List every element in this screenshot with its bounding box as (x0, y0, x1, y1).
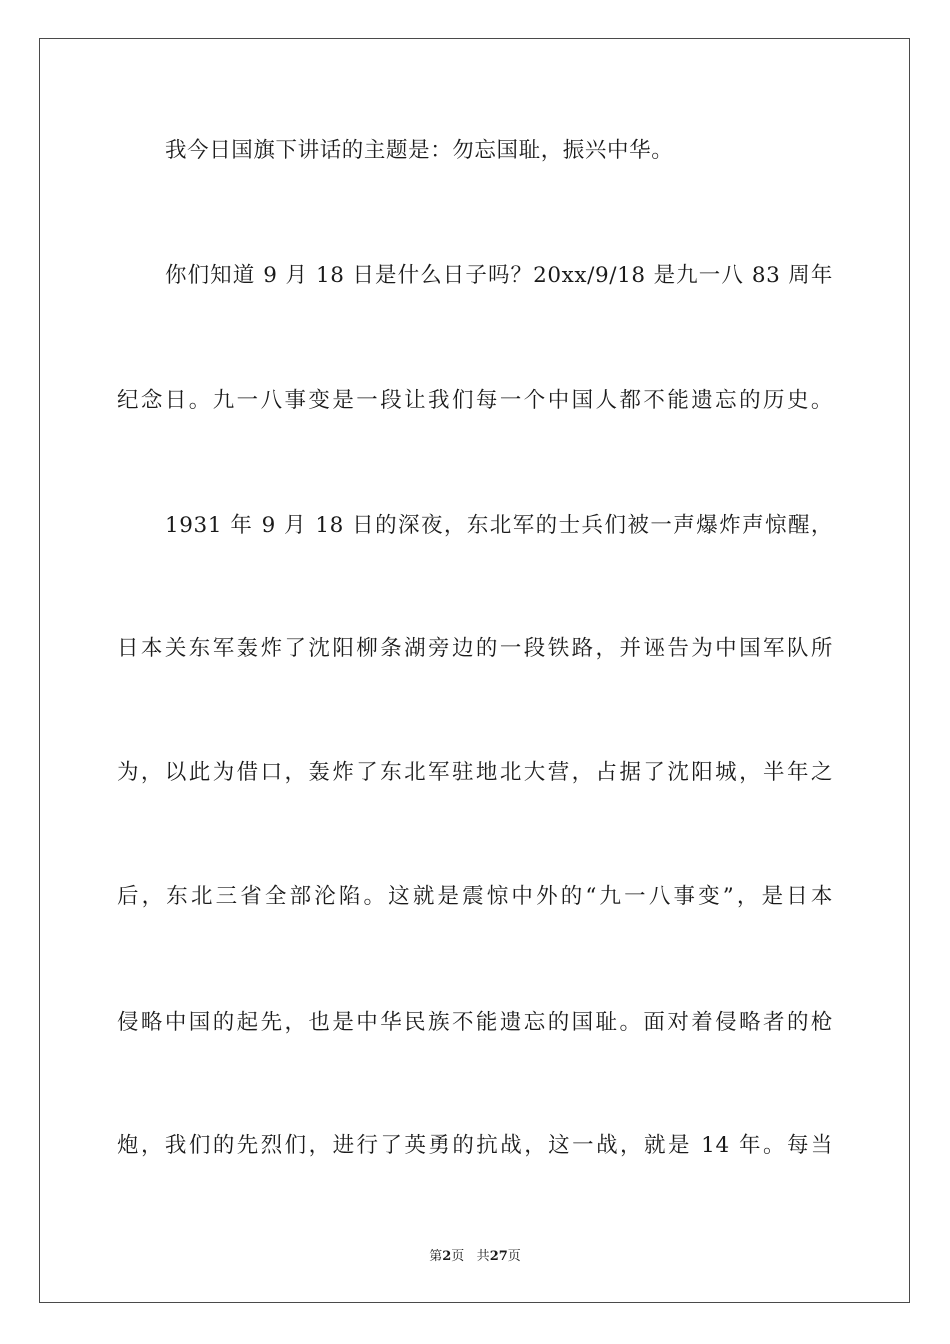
paragraph-line-8: 侵略中国的起先，也是中华民族不能遗忘的国耻。面对着侵略者的枪 (117, 1010, 833, 1035)
footer-page-number: 2 (442, 1249, 452, 1264)
page-footer (0, 1249, 950, 1265)
paragraph-line-9: 炮，我们的先烈们，进行了英勇的抗战，这一战，就是 14 年。每当 (117, 1133, 833, 1158)
footer-page-prefix: 第 (429, 1249, 443, 1264)
footer-total-prefix: 共 (476, 1249, 490, 1264)
paragraph-line-3: 纪念日。九一八事变是一段让我们每一个中国人都不能遗忘的历史。 (117, 388, 833, 413)
paragraph-line-1: 我今日国旗下讲话的主题是：勿忘国耻，振兴中华。 (165, 138, 674, 163)
footer-page-suffix: 页 (451, 1249, 465, 1264)
paragraph-line-7: 后，东北三省全部沦陷。这就是震惊中外的“九一八事变”，是日本 (117, 884, 833, 909)
paragraph-line-4: 1931 年 9 月 18 日的深夜，东北军的士兵们被一声爆炸声惊醒， (165, 513, 833, 538)
footer-total-suffix: 页 (507, 1249, 521, 1264)
page-border (39, 38, 910, 1303)
paragraph-line-5: 日本关东军轰炸了沈阳柳条湖旁边的一段铁路，并诬告为中国军队所 (117, 636, 833, 661)
paragraph-line-2: 你们知道 9 月 18 日是什么日子吗？20xx/9/18 是九一八 83 周年 (165, 263, 833, 288)
paragraph-line-6: 为，以此为借口，轰炸了东北军驻地北大营，占据了沈阳城，半年之 (117, 760, 833, 785)
footer-total-pages: 27 (489, 1249, 508, 1264)
